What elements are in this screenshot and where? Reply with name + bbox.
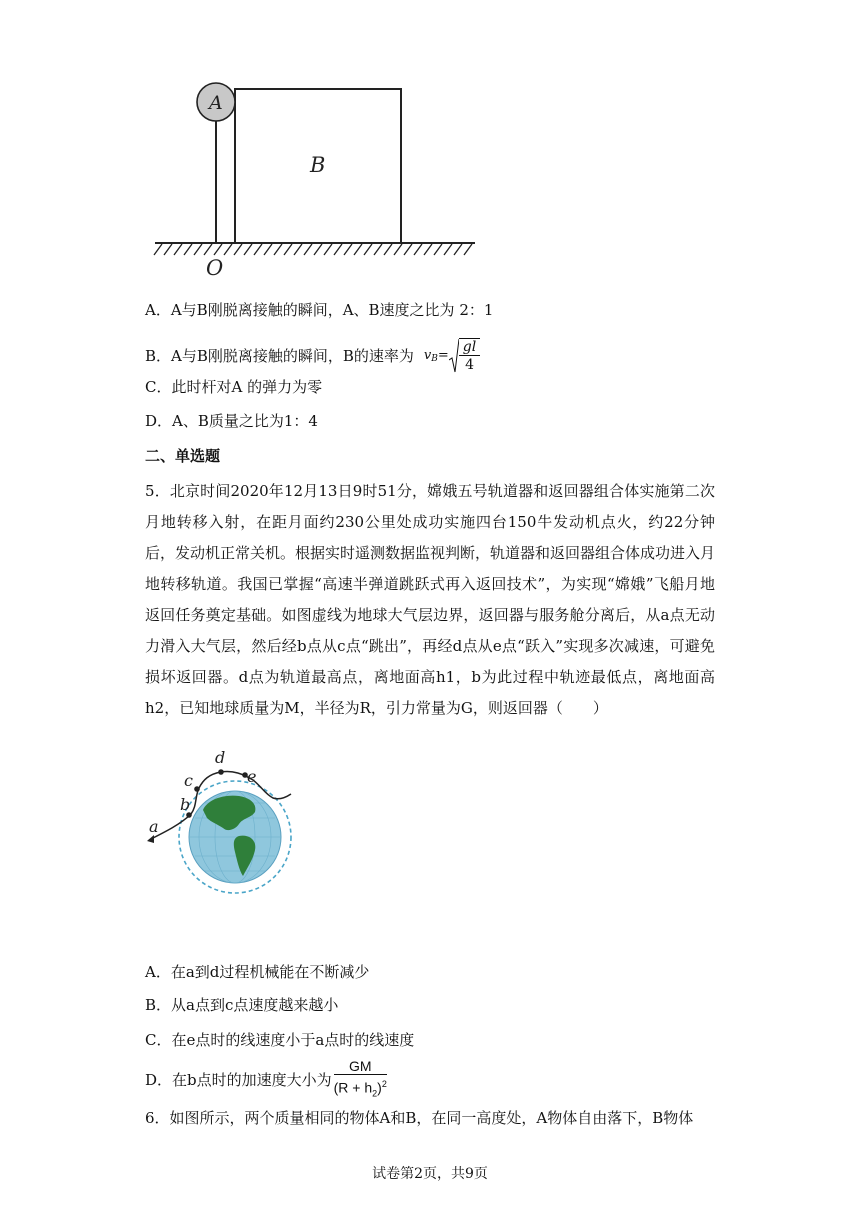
figure-rod-block	[150, 78, 480, 283]
ground-hatching	[154, 244, 472, 255]
label-a: A	[209, 92, 223, 114]
option-b-q4	[145, 337, 480, 374]
option-b-q4-text: B．A与B刚脱离接触的瞬间，B的速率为	[145, 346, 414, 365]
point-c	[194, 786, 200, 792]
label-o: O	[206, 256, 224, 280]
option-b-q5: B．从a点到c点速度越来越小	[145, 996, 339, 1014]
arrow-icon	[147, 835, 154, 843]
question-5: 5．北京时间2020年12月13日9时51分，嫦娥五号轨道器和返回器组合体实施第二次月地转移入射，在距月面约230公里处成功实施四台150牛发动机点火，约22分钟后，发动机正常关机。根据实时遥测数据监视判断，轨道器和返回器组合体成功进入月地转移轨道。我国已掌握“高速半弹道跳跃式再入返回技术”，为实现“嫦娥”飞船月地返回任务奠定基础。如图虚线为地球大气层边界，返回器与服务舱分离后，从a点无动力滑入大气层，然后经b点从c点“跳出”，再经d点从e点“跃入”实现多次减速，可避免损坏返回器。d点为轨道最高点，离地面高h1，b为此过程中轨迹最低点，离地面高h2，已知地球质量为M，半径为R，引力常量为G，则返回器（ ）	[145, 482, 716, 717]
formula-vb: v $_B$ = $\frac{gl}{4}$	[424, 337, 480, 374]
option-c-q4: C．此时杆对A 的弹力为零	[145, 378, 323, 396]
option-c-q5: C．在e点时的线速度小于a点时的线速度	[145, 1031, 415, 1049]
question-6: 6．如图所示，两个质量相同的物体A和B，在同一高度处，A物体自由落下，B物体	[145, 1109, 694, 1127]
label-point-d: d	[215, 748, 226, 767]
page-footer: 试卷第2页，共9页	[372, 1166, 488, 1182]
sqrt-sign-icon	[449, 338, 459, 374]
option-d-q4: D．A、B质量之比为1：4	[145, 412, 318, 430]
point-d	[218, 769, 224, 775]
label-point-b: b	[180, 795, 191, 814]
option-d-q5	[145, 1058, 387, 1102]
section-heading: 二、单选题	[145, 447, 221, 465]
figure-earth-trajectory	[145, 748, 295, 918]
option-d-q5-text: D．在b点时的加速度大小为	[145, 1071, 332, 1090]
label-point-e: e	[247, 767, 257, 786]
label-point-c: c	[184, 771, 193, 790]
option-a-q5: A．在a到d过程机械能在不断减少	[145, 963, 370, 981]
option-a-q4: A．A与B刚脱离接触的瞬间，A、B速度之比为 2：1	[145, 301, 494, 319]
formula-gm: $\frac{GM}{(R + h_2)^2}$	[333, 1058, 387, 1099]
label-b: B	[310, 153, 326, 177]
label-point-a: a	[149, 817, 159, 836]
